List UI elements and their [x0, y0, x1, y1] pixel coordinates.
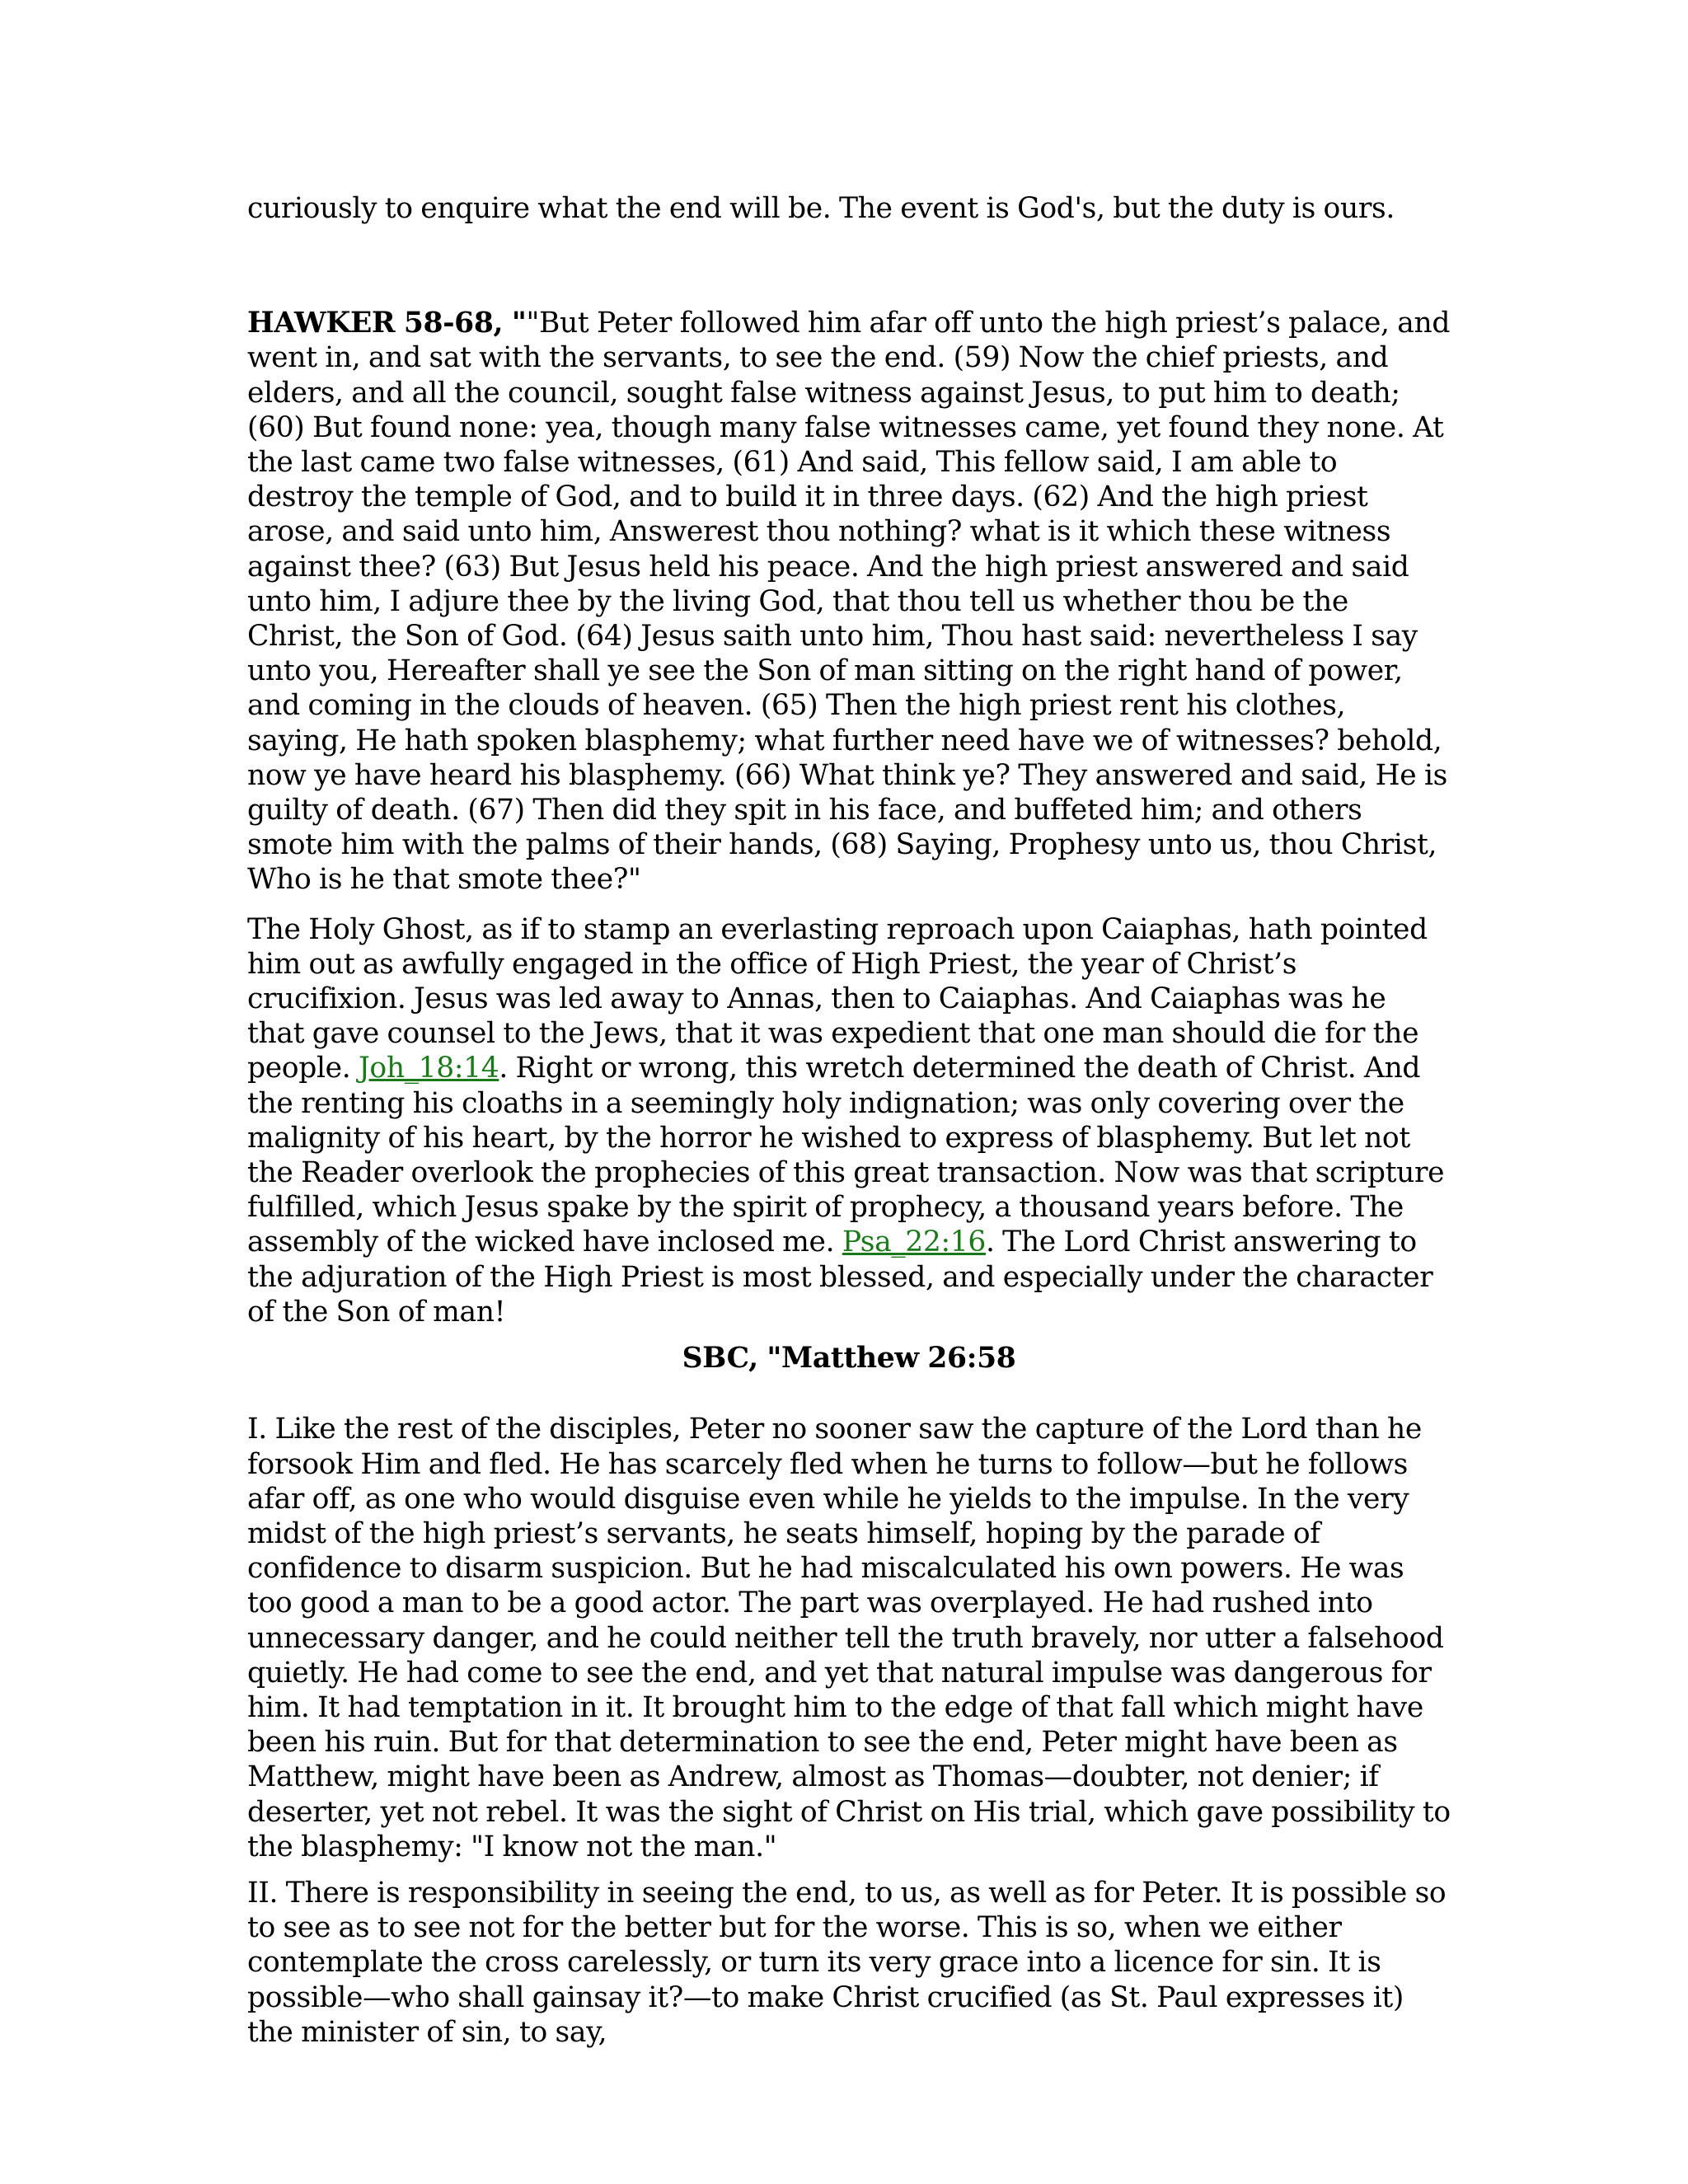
hawker-scripture-text: "But Peter followed him afar off unto the high priest’s palace, and went in, and sat with the servants, to see the end. (59) Now the chief priests, and elders, and all the council, sought false witness against Jesus, to put him to death; (60) But found none: yea, though many false witnesses came, yet found they none. At the last came two false witnesses, (61) And said, This fellow said, I am able to destroy the temple of God, and to build it in three days. (62) And the high priest arose, and said unto him, Answerest thou nothing? what is it which these witness against thee? (63) But Jesus held his peace. And the high priest answered and said unto him, I adjure thee by the living God, that thou tell us whether thou be the Christ, the Son of God. (64) Jesus saith unto him, Thou hast said: nevertheless I say unto you, Hereafter shall ye see the Son of man sitting on the right hand of power, and coming in the clouds of heaven. (65) Then the high priest rent his clothes, saying, He hath spoken blasphemy; what further need have we of witnesses? behold, now ye have heard his blasphemy. (66) What think ye? They answered and said, He is guilty of death. (67) Then did they spit in his face, and buffeted him; and others smote him with the palms of their hands, (68) Saying, Prophesy unto us, thou Christ, Who is he that smote thee?" — [247, 307, 1451, 897]
intro-paragraph: curiously to enquire what the end will be. The event is God's, but the duty is ours. — [247, 192, 1395, 225]
sbc-point-1: I. Like the rest of the disciples, Peter no sooner saw the capture of the Lord than he forsook Him and fled. He has scarcely fled when he turns to follow—but he follows afar off, as one who would disguise even while he yields to the impulse. In the very midst of the high priest’s servants, he seats himself, hoping by the parade of confidence to disarm suspicion. But he had miscalculated his own powers. He was too good a man to be a good actor. The part was overplayed. He had rushed into unnecessary danger, and he could neither tell the truth bravely, nor utter a falsehood quietly. He had come to see the end, and yet that natural impulse was dangerous for him. It had temptation in it. It brought him to the edge of that fall which might have been his ruin. But for that determination to see the end, Peter might have been as Matthew, might have been as Andrew, almost as Thomas—doubter, not denier; if deserter, yet not rebel. It was the sight of Christ on His trial, which gave possibility to the blasphemy: "I know not the man." — [247, 1413, 1451, 1863]
sbc-point-2: II. There is responsibility in seeing the end, to us, as well as for Peter. It is possible so to see as to see not for the better but for the worse. This is so, when we either contemplate the cross carelessly, or turn its very grace into a licence for sin. It is possible—who shall gainsay it?—to make Christ crucified (as St. Paul expresses it) the minister of sin, to say, — [247, 1876, 1447, 2049]
sbc-heading: SBC, "Matthew 26:58 — [682, 1342, 1016, 1376]
commentary-text-2: . Right or wrong, this wretch determined the death of Christ. And the renting his cloaths in a seemingly holy indignation; was only covering over the malignity of his heart, by the horror he wished to express of blasphemy. But let not the Reader overlook the prophecies of this great transaction. Now was that scripture fulfilled, which Jesus spake by the spirit of prophecy, a thousand years before. The assembly of the wicked have inclosed me. — [247, 1052, 1445, 1259]
scripture-link-psa[interactable]: Psa_22:16 — [842, 1226, 986, 1259]
hawker-label: HAWKER 58-68, " — [247, 307, 527, 340]
hawker-paragraph — [247, 306, 1451, 897]
hawker-commentary — [247, 912, 1451, 1329]
document-page — [247, 191, 1451, 2050]
scripture-link-joh[interactable]: Joh_18:14 — [358, 1052, 499, 1085]
commentary-text-1: The Holy Ghost, as if to stamp an everlasting reproach upon Caiaphas, hath pointed him out as awfully engaged in the office of High Priest, the year of Christ’s crucifixion. Jesus was led away to Annas, then to Caiaphas. And Caiaphas was he that gave counsel to the Jews, that it was expedient that one man should die for the people. — [247, 912, 1428, 1085]
commentary-text-3: . The Lord Christ answering to the adjuration of the High Priest is most blessed, and especially under the character of the Son of man! — [247, 1226, 1433, 1329]
